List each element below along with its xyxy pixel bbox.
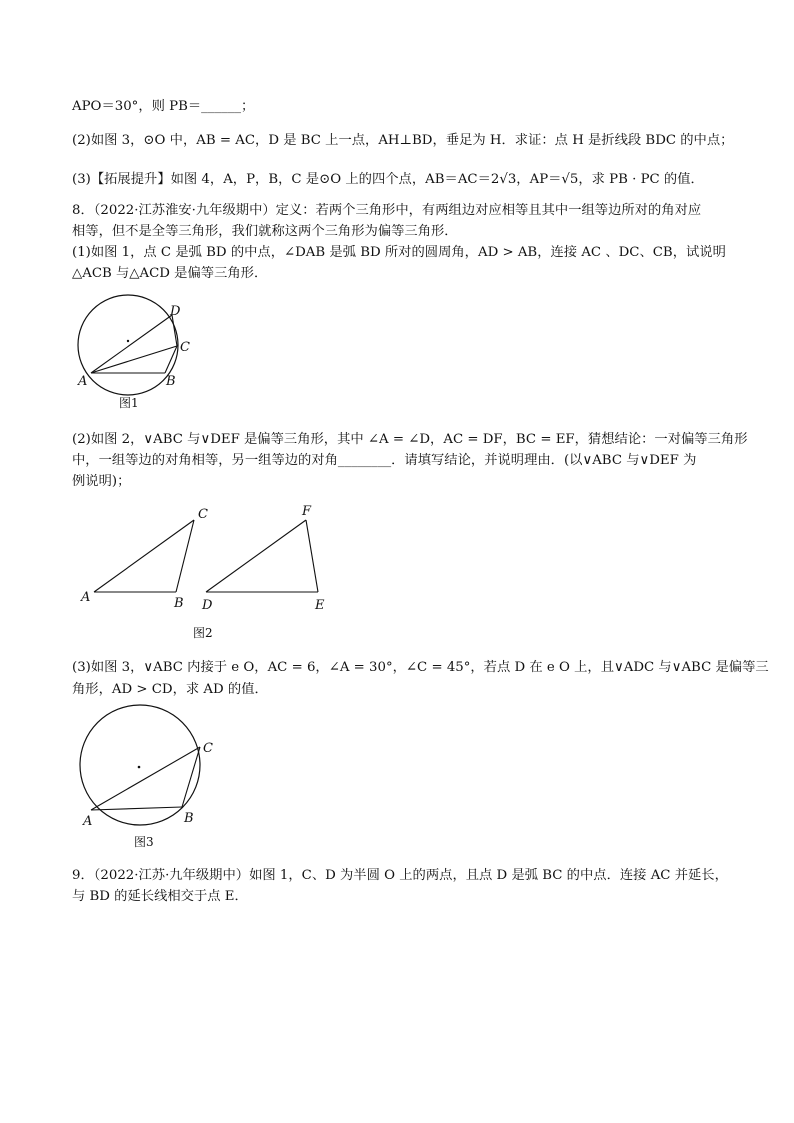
figure-3-circle	[72, 705, 232, 855]
fig1-caption: 图1	[119, 396, 139, 410]
fig1-label-C: C	[180, 340, 190, 355]
text-line-12: 角形，AD > CD，求 AD 的值．	[72, 682, 268, 697]
fig3-label-A: A	[83, 814, 93, 829]
fig3-label-C: C	[203, 741, 213, 756]
fig2-caption: 图2	[193, 626, 213, 640]
text-line-10: 例说明)；	[72, 474, 131, 489]
fig3-segment-AB	[91, 807, 182, 810]
fig1-segment-CB	[165, 346, 177, 373]
figure-1-circle	[70, 295, 210, 415]
figure-2-triangles	[70, 500, 350, 645]
fig3-center-dot	[138, 766, 141, 769]
fig2-label-F: F	[302, 504, 312, 519]
fig1-circle	[78, 295, 178, 395]
text-line-8: (2)如图 2，∨ABC 与∨DEF 是偏等三角形，其中 ∠A = ∠D，AC = DF，BC = EF，猜想结论：一对偏等三角形	[72, 432, 748, 447]
text-line-2: (2)如图 3，⊙O 中，AB = AC，D 是 BC 上一点，AH⊥BD，垂足为 H．求证：点 H 是折线段 BDC 的中点；	[72, 133, 734, 148]
text-line-6: (1)如图 1，点 C 是弧 BD 的中点，∠DAB 是弧 BD 所对的圆周角，AD > AB，连接 AC 、DC、CB，试说明	[72, 245, 726, 260]
fig2-label-B: B	[174, 596, 184, 611]
fig1-label-B: B	[166, 374, 176, 389]
text-line-13: 9．（2022·江苏·九年级期中）如图 1，C、D 为半圆 O 上的两点，且点 D 是弧 BC 的中点．连接 AC 并延长，	[72, 868, 728, 883]
fig1-segment-AD	[91, 315, 172, 373]
fig2-label-A: A	[81, 590, 91, 605]
text-line-7: △ACB 与△ACD 是偏等三角形．	[72, 266, 268, 281]
fig1-label-D: D	[170, 304, 181, 319]
fig2-segment-EF	[306, 520, 318, 592]
text-line-4: 8．（2022·江苏淮安·九年级期中）定义：若两个三角形中，有两组边对应相等且其中一组等边所对的角对应	[72, 203, 702, 218]
fig2-label-C: C	[198, 507, 208, 522]
fig3-label-B: B	[184, 811, 194, 826]
fig2-segment-DF	[206, 520, 306, 592]
fig2-label-E: E	[315, 598, 325, 613]
text-line-9: 中，一组等边的对角相等，另一组等边的对角________．请填写结论，并说明理由．(以∨ABC 与∨DEF 为	[72, 453, 697, 468]
text-line-3: (3)【拓展提升】如图 4，A，P，B，C 是⊙O 上的四个点，AB＝AC＝2√3，AP＝√5，求 PB · PC 的值．	[72, 172, 704, 187]
text-line-11: (3)如图 3，∨ABC 内接于 e O，AC = 6，∠A = 30°，∠C = 45°，若点 D 在 e O 上，且∨ADC 与∨ABC 是偏等三	[72, 660, 769, 675]
fig2-label-D: D	[202, 598, 213, 613]
fig1-segment-AC	[91, 346, 177, 373]
fig1-label-A: A	[78, 374, 88, 389]
fig3-caption: 图3	[134, 835, 154, 849]
fig1-center-dot	[127, 340, 129, 342]
text-line-1: APO＝30°，则 PB＝______；	[72, 99, 255, 114]
text-line-5: 相等，但不是全等三角形，我们就称这两个三角形为偏等三角形．	[72, 224, 458, 239]
text-line-14: 与 BD 的延长线相交于点 E．	[72, 889, 248, 904]
